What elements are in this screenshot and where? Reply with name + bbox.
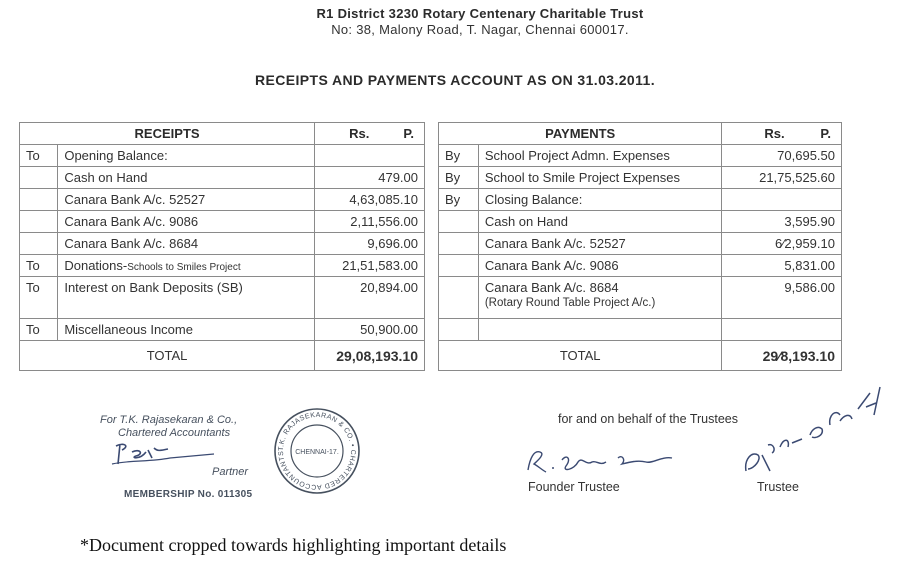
payments-heading: PAYMENTS [439,123,722,145]
table-row [439,211,842,233]
auditor-firm-name: For T.K. Rajasekaran & Co., [100,414,238,426]
row-prefix: By [439,167,479,189]
total-amount: 29⁄8,193.10 [722,341,842,371]
row-prefix [439,211,479,233]
rs-label: Rs. [764,126,785,141]
auditor-role: Partner [212,466,249,478]
row-amount: 3,595.90 [722,211,842,233]
row-prefix [20,167,58,189]
row-amount: 4,63,085.10 [315,189,425,211]
seal-center-text: CHENNAI-17. [295,449,339,456]
trustee-label: Trustee [757,480,799,494]
table-row [439,255,842,277]
footnote: *Document cropped towards highlighting important details [80,535,507,555]
table-row [20,319,425,341]
row-prefix [20,211,58,233]
p-label: P. [403,126,414,141]
table-row [439,277,842,319]
receipts-amount-heading [315,123,425,145]
row-amount [722,319,842,341]
receipts-table [19,122,425,371]
row-particulars [58,255,315,277]
row-prefix: By [439,145,479,167]
row-prefix [439,277,479,319]
row-particulars: School Project Admn. Expenses [478,145,722,167]
auditor-firm [100,414,237,440]
table-row [20,145,425,167]
row-particulars: Canara Bank A/c. 9086 [58,211,315,233]
auditor-firm-title: Chartered Accountants [118,427,231,439]
row-amount: 21,75,525.60 [722,167,842,189]
row-amount: 479.00 [315,167,425,189]
row-amount: 70,695.50 [722,145,842,167]
total-amount: 29,08,193.10 [315,341,425,371]
payments-header-row [439,123,842,145]
row-amount: 20,894.00 [315,277,425,319]
row-prefix: By [439,189,479,211]
table-row [20,277,425,319]
row-particulars: Canara Bank A/c. 9086 [478,255,722,277]
row-amount: 6⁄2,959.10 [722,233,842,255]
row-particulars: Cash on Hand [478,211,722,233]
table-row [20,255,425,277]
receipts-header-row [20,123,425,145]
receipts-total-row [20,341,425,371]
trustee-signature [740,385,890,475]
auditor-signature [110,440,220,468]
row-prefix [20,189,58,211]
trustees-heading: for and on behalf of the Trustees [558,412,738,426]
company-seal [272,406,362,496]
row-particulars [478,319,722,341]
row-prefix [439,319,479,341]
founder-signature [522,440,692,480]
payments-amount-heading [722,123,842,145]
row-particulars: Closing Balance: [478,189,722,211]
payments-total-row [439,341,842,371]
row-prefix [439,255,479,277]
org-address: No: 38, Malony Road, T. Nagar, Chennai 600017. [331,22,629,37]
row-particulars-main: Canara Bank A/c. 8684 [484,280,619,295]
row-prefix: To [20,319,58,341]
table-row [439,167,842,189]
table-row [20,167,425,189]
row-particulars-sub: Schools to Smiles Project [127,262,241,273]
row-amount: 9,696.00 [315,233,425,255]
row-particulars-note: (Rotary Round Table Project A/c.) [484,297,656,309]
row-prefix [20,233,58,255]
org-name: R1 District 3230 Rotary Centenary Charitable Trust [316,6,644,21]
row-prefix: To [20,255,58,277]
row-particulars: School to Smile Project Expenses [478,167,722,189]
total-label: TOTAL [20,341,315,371]
table-row [439,145,842,167]
membership-number: MEMBERSHIP No. 011305 [124,489,253,500]
row-amount [315,145,425,167]
table-row [439,189,842,211]
table-row [20,211,425,233]
table-row [20,189,425,211]
row-prefix: To [20,145,58,167]
total-label: TOTAL [439,341,722,371]
row-particulars: Interest on Bank Deposits (SB) [58,277,315,319]
row-amount [722,189,842,211]
rs-label: Rs. [349,126,370,141]
row-particulars: Cash on Hand [58,167,315,189]
row-particulars: Opening Balance: [58,145,315,167]
receipts-heading: RECEIPTS [20,123,315,145]
row-amount: 9,586.00 [722,277,842,319]
table-row [20,233,425,255]
row-particulars-main: Donations- [64,258,128,273]
row-particulars: Canara Bank A/c. 52527 [478,233,722,255]
page-title: RECEIPTS AND PAYMENTS ACCOUNT AS ON 31.03.2011. [254,72,655,88]
seal-ring-text: T.K. RAJASEKARAN & CO. • CHARTERED ACCOUNTANTS [277,411,357,491]
table-row [439,233,842,255]
payments-table [438,122,842,371]
p-label: P. [820,126,831,141]
row-amount: 50,900.00 [315,319,425,341]
founder-trustee-label: Founder Trustee [528,480,620,494]
row-prefix [439,233,479,255]
row-prefix: To [20,277,58,319]
table-row [439,319,842,341]
row-particulars: Canara Bank A/c. 52527 [58,189,315,211]
row-particulars: Canara Bank A/c. 8684 [58,233,315,255]
row-particulars: Miscellaneous Income [58,319,315,341]
row-particulars [478,277,722,319]
row-amount: 21,51,583.00 [315,255,425,277]
row-amount: 5,831.00 [722,255,842,277]
row-amount: 2,11,556.00 [315,211,425,233]
